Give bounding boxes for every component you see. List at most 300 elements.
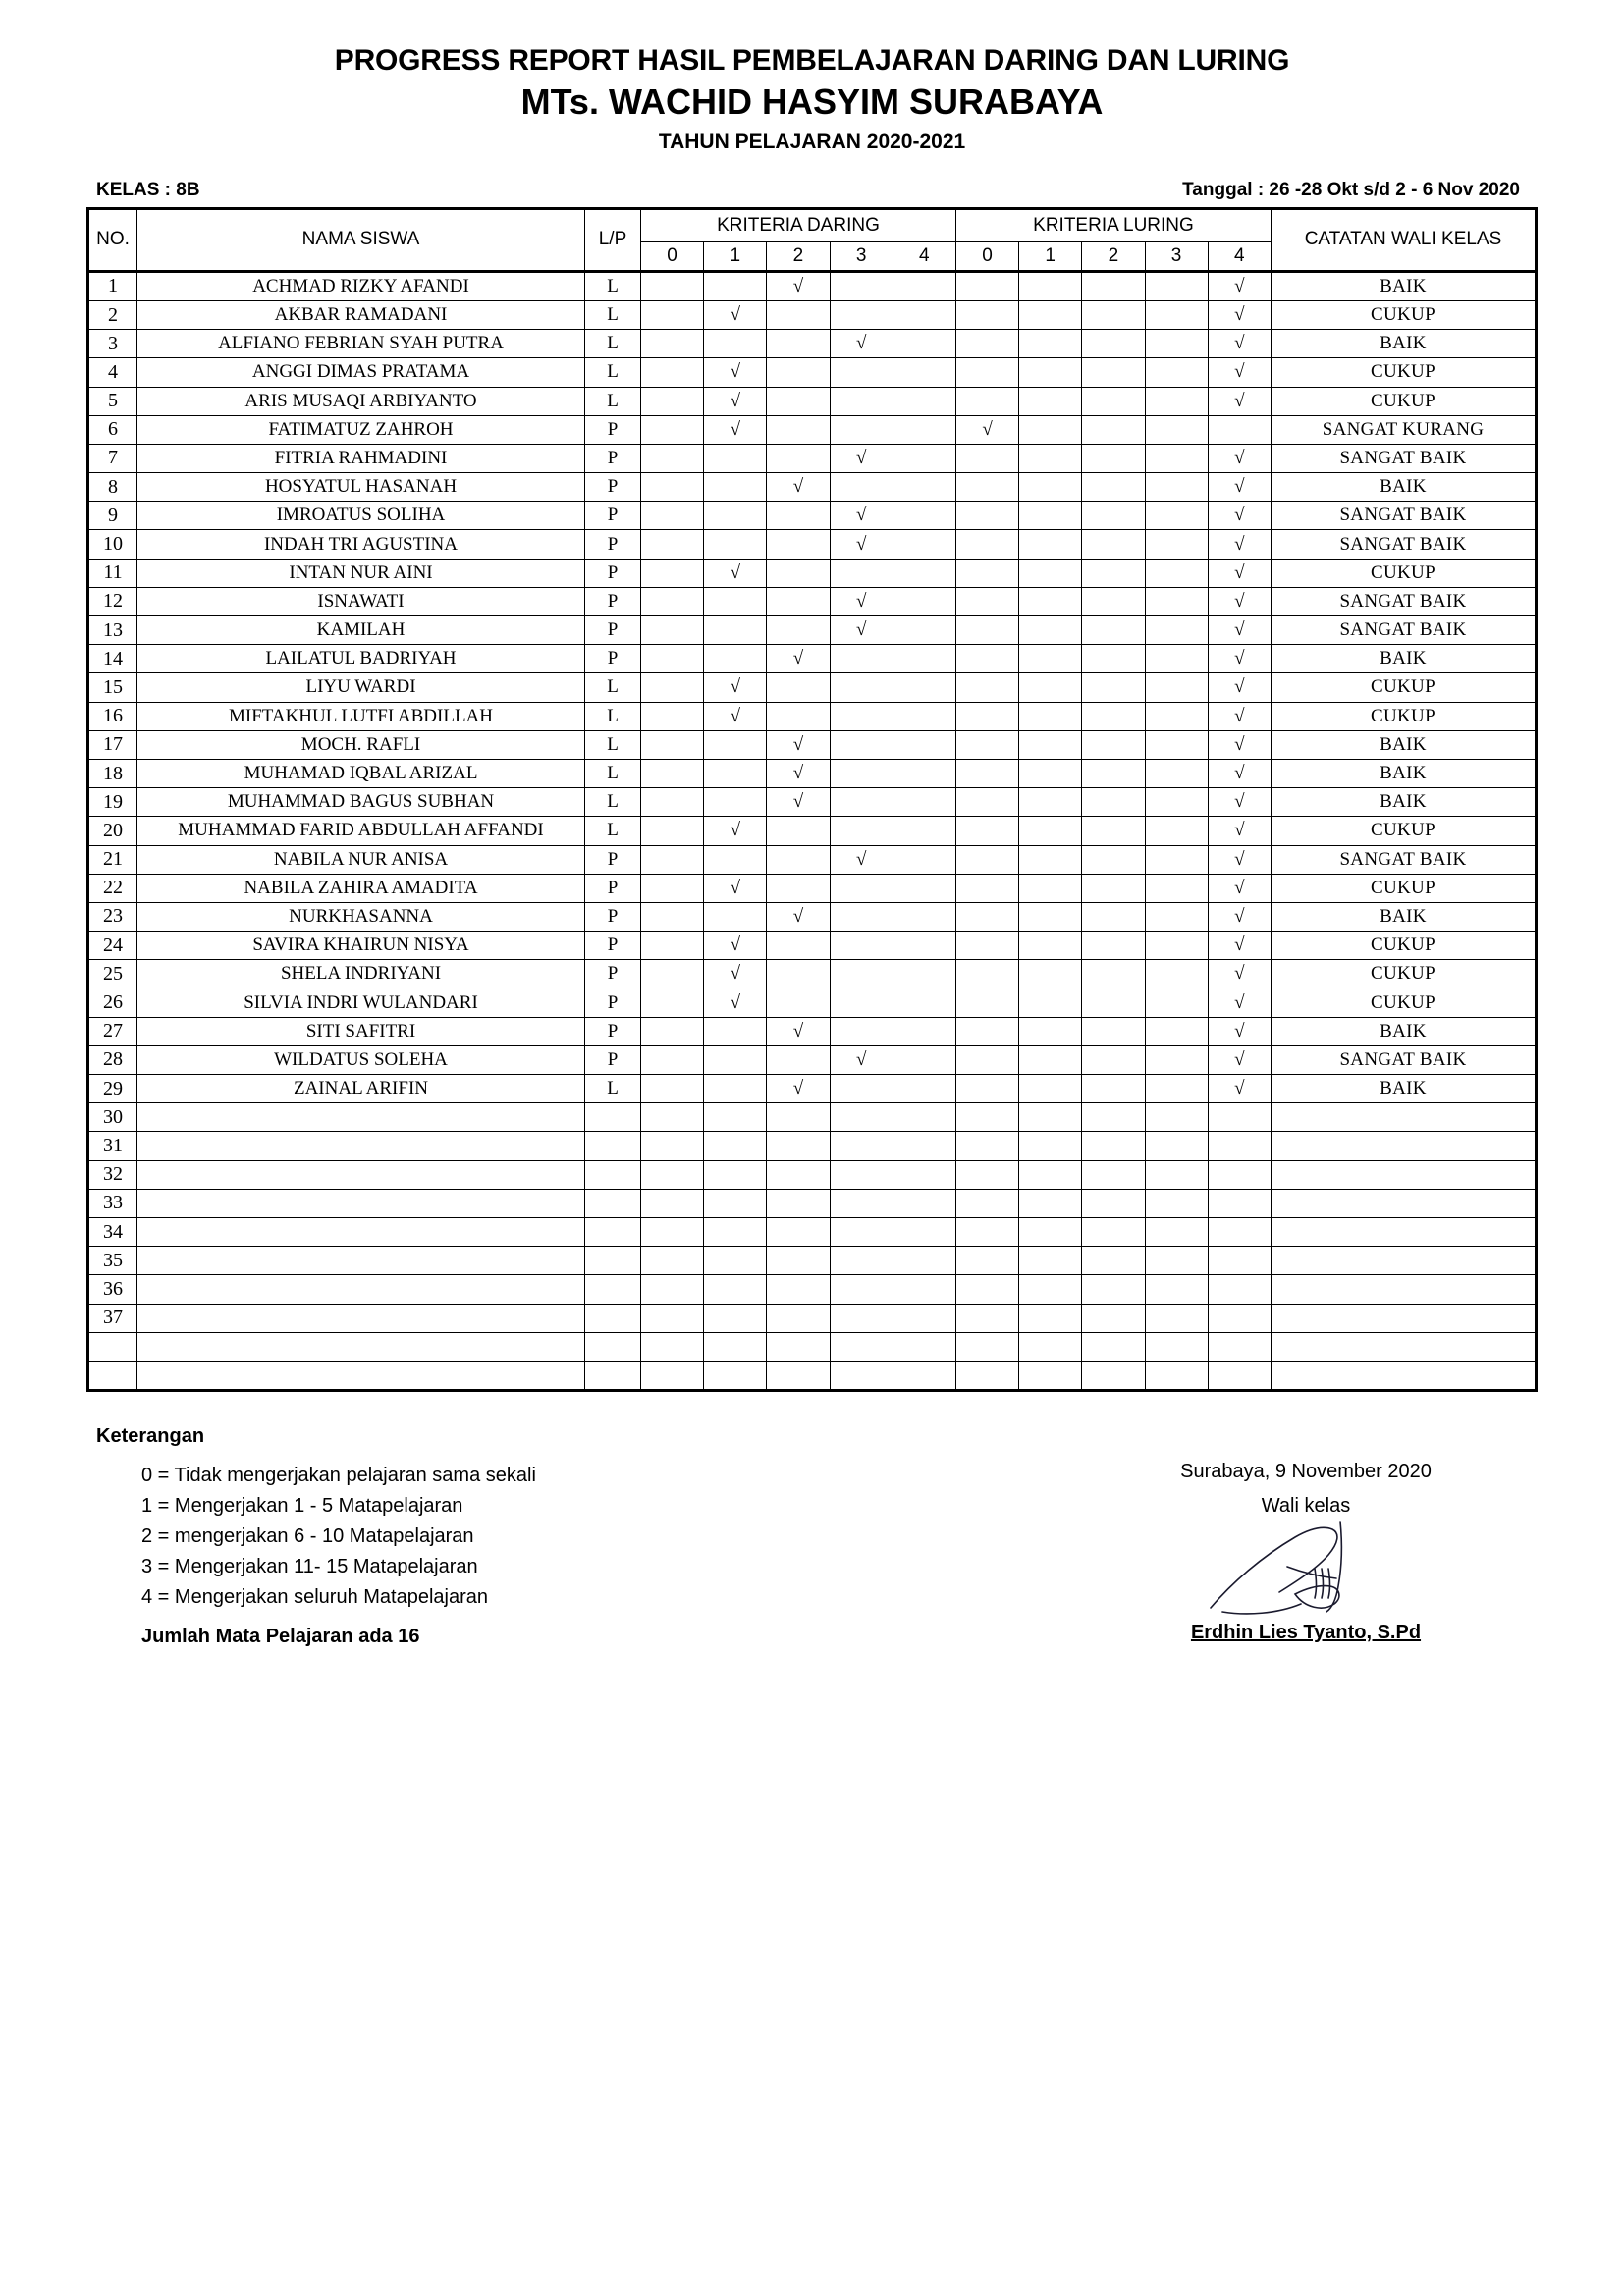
cell-daring-2: √ (767, 730, 830, 759)
column-header-daring-1: 1 (704, 241, 767, 271)
cell-daring-1 (704, 902, 767, 931)
cell-catatan: SANGAT BAIK (1272, 444, 1537, 472)
cell-luring-2 (1082, 1361, 1145, 1390)
cell-daring-0 (641, 358, 704, 387)
cell-luring-0 (955, 1103, 1018, 1132)
jumlah-mata-pelajaran: Jumlah Mata Pelajaran ada 16 (141, 1626, 420, 1648)
cell-daring-2 (767, 1361, 830, 1390)
cell-luring-3 (1145, 1017, 1208, 1045)
cell-luring-3 (1145, 358, 1208, 387)
cell-daring-4 (893, 444, 955, 472)
cell-daring-4 (893, 1332, 955, 1361)
cell-luring-2 (1082, 960, 1145, 988)
cell-daring-0 (641, 559, 704, 587)
cell-no: 36 (88, 1275, 137, 1304)
cell-daring-0 (641, 1304, 704, 1332)
cell-daring-2 (767, 1045, 830, 1074)
cell-catatan (1272, 1304, 1537, 1332)
table-row[interactable] (88, 1361, 1537, 1390)
cell-luring-3 (1145, 645, 1208, 673)
cell-daring-2 (767, 1103, 830, 1132)
cell-luring-2 (1082, 1132, 1145, 1160)
cell-luring-1 (1019, 1189, 1082, 1217)
signature-place-date: Surabaya, 9 November 2020 (1180, 1461, 1432, 1483)
cell-lp: P (585, 530, 641, 559)
signature-image (1100, 1518, 1512, 1620)
cell-lp (585, 1332, 641, 1361)
table-row[interactable] (88, 817, 1537, 845)
cell-lp: P (585, 444, 641, 472)
cell-daring-3 (830, 358, 893, 387)
cell-catatan: CUKUP (1272, 673, 1537, 702)
cell-luring-4: √ (1208, 387, 1271, 415)
cell-no: 24 (88, 932, 137, 960)
cell-catatan (1272, 1361, 1537, 1390)
cell-daring-4 (893, 788, 955, 817)
cell-luring-0 (955, 1017, 1018, 1045)
cell-luring-0 (955, 1160, 1018, 1189)
cell-lp (585, 1275, 641, 1304)
cell-lp: P (585, 415, 641, 444)
cell-luring-3 (1145, 473, 1208, 502)
cell-luring-1 (1019, 587, 1082, 615)
footer-block (86, 1425, 1538, 1671)
cell-luring-2 (1082, 502, 1145, 530)
cell-luring-1 (1019, 616, 1082, 645)
cell-luring-0 (955, 559, 1018, 587)
cell-luring-1 (1019, 444, 1082, 472)
cell-luring-2 (1082, 587, 1145, 615)
cell-luring-2 (1082, 1103, 1145, 1132)
cell-nama: ANGGI DIMAS PRATAMA (137, 358, 585, 387)
cell-no: 22 (88, 874, 137, 902)
cell-luring-0 (955, 788, 1018, 817)
cell-daring-3 (830, 902, 893, 931)
cell-daring-4 (893, 358, 955, 387)
table-row[interactable] (88, 1217, 1537, 1246)
cell-luring-1 (1019, 1361, 1082, 1390)
cell-luring-3 (1145, 1217, 1208, 1246)
cell-catatan: CUKUP (1272, 387, 1537, 415)
cell-luring-4 (1208, 1217, 1271, 1246)
cell-no: 2 (88, 300, 137, 329)
cell-daring-3 (830, 300, 893, 329)
cell-nama: WILDATUS SOLEHA (137, 1045, 585, 1074)
cell-luring-0 (955, 616, 1018, 645)
column-header-luring-3: 3 (1145, 241, 1208, 271)
cell-luring-4: √ (1208, 960, 1271, 988)
cell-daring-1 (704, 1332, 767, 1361)
cell-daring-3 (830, 1017, 893, 1045)
table-row[interactable] (88, 902, 1537, 931)
cell-no: 6 (88, 415, 137, 444)
cell-daring-4 (893, 759, 955, 787)
cell-no: 14 (88, 645, 137, 673)
cell-luring-2 (1082, 788, 1145, 817)
cell-luring-4: √ (1208, 988, 1271, 1017)
cell-daring-4 (893, 1275, 955, 1304)
cell-luring-3 (1145, 1132, 1208, 1160)
table-row[interactable] (88, 1075, 1537, 1103)
cell-luring-2 (1082, 271, 1145, 300)
table-row[interactable] (88, 559, 1537, 587)
table-row[interactable] (88, 330, 1537, 358)
cell-daring-2 (767, 1332, 830, 1361)
cell-daring-3 (830, 1275, 893, 1304)
cell-nama: FATIMATUZ ZAHROH (137, 415, 585, 444)
cell-luring-1 (1019, 1217, 1082, 1246)
cell-luring-1 (1019, 1017, 1082, 1045)
cell-luring-2 (1082, 330, 1145, 358)
table-row[interactable] (88, 444, 1537, 472)
cell-daring-1 (704, 1045, 767, 1074)
cell-daring-0 (641, 330, 704, 358)
cell-daring-2 (767, 444, 830, 472)
cell-catatan: BAIK (1272, 1017, 1537, 1045)
cell-daring-1 (704, 1132, 767, 1160)
cell-lp (585, 1361, 641, 1390)
table-row[interactable] (88, 1132, 1537, 1160)
cell-daring-1: √ (704, 559, 767, 587)
cell-catatan: SANGAT BAIK (1272, 1045, 1537, 1074)
column-header-daring-4: 4 (893, 241, 955, 271)
table-row[interactable] (88, 502, 1537, 530)
cell-nama: LIYU WARDI (137, 673, 585, 702)
cell-daring-0 (641, 1160, 704, 1189)
cell-lp: P (585, 559, 641, 587)
table-row[interactable] (88, 415, 1537, 444)
cell-daring-3 (830, 759, 893, 787)
cell-luring-2 (1082, 845, 1145, 874)
cell-luring-4: √ (1208, 358, 1271, 387)
cell-luring-0 (955, 1075, 1018, 1103)
cell-luring-3 (1145, 330, 1208, 358)
cell-lp: L (585, 1075, 641, 1103)
cell-daring-0 (641, 673, 704, 702)
cell-luring-2 (1082, 530, 1145, 559)
cell-daring-2 (767, 330, 830, 358)
cell-luring-4: √ (1208, 874, 1271, 902)
cell-luring-2 (1082, 759, 1145, 787)
cell-nama (137, 1361, 585, 1390)
cell-daring-4 (893, 874, 955, 902)
cell-luring-4 (1208, 1332, 1271, 1361)
cell-daring-0 (641, 960, 704, 988)
cell-luring-0 (955, 1217, 1018, 1246)
cell-daring-4 (893, 530, 955, 559)
cell-daring-2 (767, 1275, 830, 1304)
cell-daring-1 (704, 1247, 767, 1275)
cell-luring-0 (955, 1189, 1018, 1217)
cell-nama: SHELA INDRIYANI (137, 960, 585, 988)
cell-daring-2 (767, 559, 830, 587)
cell-daring-0 (641, 874, 704, 902)
cell-daring-1 (704, 330, 767, 358)
cell-daring-1: √ (704, 932, 767, 960)
cell-nama (137, 1247, 585, 1275)
cell-luring-0 (955, 1247, 1018, 1275)
cell-no: 17 (88, 730, 137, 759)
cell-no: 34 (88, 1217, 137, 1246)
cell-no: 35 (88, 1247, 137, 1275)
cell-luring-3 (1145, 502, 1208, 530)
cell-daring-3: √ (830, 530, 893, 559)
cell-daring-2 (767, 415, 830, 444)
cell-catatan (1272, 1217, 1537, 1246)
cell-daring-3 (830, 1189, 893, 1217)
cell-nama: SILVIA INDRI WULANDARI (137, 988, 585, 1017)
cell-nama: ACHMAD RIZKY AFANDI (137, 271, 585, 300)
table-row[interactable] (88, 616, 1537, 645)
table-row[interactable] (88, 1045, 1537, 1074)
cell-luring-0 (955, 1304, 1018, 1332)
table-row[interactable] (88, 730, 1537, 759)
cell-catatan: CUKUP (1272, 300, 1537, 329)
cell-luring-1 (1019, 988, 1082, 1017)
cell-no: 12 (88, 587, 137, 615)
cell-catatan: BAIK (1272, 645, 1537, 673)
cell-luring-1 (1019, 1247, 1082, 1275)
cell-no (88, 1361, 137, 1390)
cell-daring-4 (893, 473, 955, 502)
cell-catatan (1272, 1189, 1537, 1217)
cell-daring-3 (830, 645, 893, 673)
cell-daring-4 (893, 645, 955, 673)
cell-luring-0 (955, 759, 1018, 787)
table-row[interactable] (88, 645, 1537, 673)
cell-luring-4: √ (1208, 1017, 1271, 1045)
cell-luring-1 (1019, 1160, 1082, 1189)
cell-luring-1 (1019, 387, 1082, 415)
cell-daring-0 (641, 1217, 704, 1246)
header-row-main (88, 208, 1537, 241)
cell-daring-3 (830, 874, 893, 902)
cell-daring-2: √ (767, 271, 830, 300)
cell-lp: L (585, 702, 641, 730)
cell-daring-3 (830, 1132, 893, 1160)
cell-catatan (1272, 1275, 1537, 1304)
cell-luring-3 (1145, 1275, 1208, 1304)
table-row[interactable] (88, 673, 1537, 702)
cell-luring-0 (955, 1132, 1018, 1160)
cell-luring-4: √ (1208, 730, 1271, 759)
cell-daring-1 (704, 1361, 767, 1390)
cell-lp (585, 1304, 641, 1332)
cell-luring-3 (1145, 1332, 1208, 1361)
cell-luring-4: √ (1208, 530, 1271, 559)
column-header-luring-2: 2 (1082, 241, 1145, 271)
cell-daring-1 (704, 1075, 767, 1103)
cell-daring-2 (767, 932, 830, 960)
cell-catatan: SANGAT BAIK (1272, 845, 1537, 874)
cell-nama: ZAINAL ARIFIN (137, 1075, 585, 1103)
cell-daring-3 (830, 788, 893, 817)
table-row[interactable] (88, 271, 1537, 300)
cell-daring-0 (641, 702, 704, 730)
cell-luring-3 (1145, 817, 1208, 845)
cell-luring-2 (1082, 559, 1145, 587)
cell-no: 26 (88, 988, 137, 1017)
table-row[interactable] (88, 1160, 1537, 1189)
cell-daring-0 (641, 444, 704, 472)
signature-role: Wali kelas (1261, 1495, 1351, 1518)
cell-daring-2 (767, 587, 830, 615)
cell-luring-4: √ (1208, 702, 1271, 730)
cell-catatan: BAIK (1272, 1075, 1537, 1103)
cell-daring-3 (830, 559, 893, 587)
cell-daring-3 (830, 988, 893, 1017)
table-row[interactable] (88, 932, 1537, 960)
cell-catatan (1272, 1132, 1537, 1160)
cell-luring-4: √ (1208, 502, 1271, 530)
cell-luring-4: √ (1208, 902, 1271, 931)
cell-catatan (1272, 1247, 1537, 1275)
table-row[interactable] (88, 387, 1537, 415)
table-row[interactable] (88, 1103, 1537, 1132)
cell-nama: KAMILAH (137, 616, 585, 645)
table-row[interactable] (88, 788, 1537, 817)
table-row[interactable] (88, 587, 1537, 615)
table-row[interactable] (88, 1017, 1537, 1045)
cell-luring-0 (955, 673, 1018, 702)
table-row[interactable] (88, 702, 1537, 730)
cell-luring-2 (1082, 1160, 1145, 1189)
cell-luring-4: √ (1208, 759, 1271, 787)
cell-no (88, 1332, 137, 1361)
cell-nama (137, 1217, 585, 1246)
cell-nama: MIFTAKHUL LUTFI ABDILLAH (137, 702, 585, 730)
table-row[interactable] (88, 1332, 1537, 1361)
cell-daring-1 (704, 587, 767, 615)
cell-daring-1 (704, 645, 767, 673)
cell-luring-0 (955, 530, 1018, 559)
cell-daring-4 (893, 1361, 955, 1390)
cell-luring-1 (1019, 502, 1082, 530)
cell-luring-3 (1145, 559, 1208, 587)
cell-nama: SITI SAFITRI (137, 1017, 585, 1045)
cell-lp: P (585, 587, 641, 615)
cell-daring-3 (830, 387, 893, 415)
cell-luring-2 (1082, 415, 1145, 444)
cell-lp: L (585, 759, 641, 787)
cell-luring-0 (955, 645, 1018, 673)
cell-catatan: BAIK (1272, 271, 1537, 300)
cell-no: 4 (88, 358, 137, 387)
table-row[interactable] (88, 473, 1537, 502)
cell-daring-4 (893, 330, 955, 358)
cell-daring-0 (641, 1189, 704, 1217)
keterangan-item-0: 0 = Tidak mengerjakan pelajaran sama sekali (141, 1465, 536, 1487)
cell-daring-1 (704, 1217, 767, 1246)
cell-nama: NABILA NUR ANISA (137, 845, 585, 874)
cell-catatan: BAIK (1272, 330, 1537, 358)
cell-daring-0 (641, 616, 704, 645)
cell-daring-2 (767, 960, 830, 988)
cell-luring-4: √ (1208, 616, 1271, 645)
table-row[interactable] (88, 530, 1537, 559)
table-row[interactable] (88, 759, 1537, 787)
cell-no: 19 (88, 788, 137, 817)
cell-luring-4: √ (1208, 300, 1271, 329)
cell-daring-0 (641, 473, 704, 502)
cell-luring-1 (1019, 1332, 1082, 1361)
cell-luring-2 (1082, 932, 1145, 960)
cell-lp: P (585, 616, 641, 645)
cell-daring-0 (641, 1045, 704, 1074)
cell-luring-2 (1082, 300, 1145, 329)
cell-daring-4 (893, 673, 955, 702)
table-row[interactable] (88, 300, 1537, 329)
cell-luring-1 (1019, 788, 1082, 817)
cell-catatan: SANGAT BAIK (1272, 502, 1537, 530)
cell-luring-4: √ (1208, 1045, 1271, 1074)
cell-daring-1: √ (704, 960, 767, 988)
cell-lp: L (585, 730, 641, 759)
cell-luring-0 (955, 300, 1018, 329)
cell-daring-2 (767, 702, 830, 730)
cell-no: 3 (88, 330, 137, 358)
cell-luring-2 (1082, 1075, 1145, 1103)
table-row[interactable] (88, 988, 1537, 1017)
cell-nama: NURKHASANNA (137, 902, 585, 931)
cell-daring-2: √ (767, 1075, 830, 1103)
table-row[interactable] (88, 1304, 1537, 1332)
cell-daring-1: √ (704, 415, 767, 444)
table-row[interactable] (88, 874, 1537, 902)
table-row[interactable] (88, 960, 1537, 988)
cell-luring-1 (1019, 932, 1082, 960)
table-row[interactable] (88, 1247, 1537, 1275)
table-row[interactable] (88, 845, 1537, 874)
table-row[interactable] (88, 358, 1537, 387)
column-header-luring-4: 4 (1208, 241, 1271, 271)
cell-luring-1 (1019, 960, 1082, 988)
cell-luring-3 (1145, 1160, 1208, 1189)
cell-luring-0 (955, 845, 1018, 874)
cell-luring-4: √ (1208, 330, 1271, 358)
keterangan-item-3: 3 = Mengerjakan 11- 15 Matapelajaran (141, 1556, 478, 1578)
cell-nama: MUHAMAD IQBAL ARIZAL (137, 759, 585, 787)
cell-nama: FITRIA RAHMADINI (137, 444, 585, 472)
cell-luring-0 (955, 271, 1018, 300)
cell-lp: L (585, 330, 641, 358)
cell-luring-1 (1019, 1075, 1082, 1103)
cell-luring-4 (1208, 415, 1271, 444)
table-row[interactable] (88, 1275, 1537, 1304)
cell-nama: NABILA ZAHIRA AMADITA (137, 874, 585, 902)
cell-catatan (1272, 1160, 1537, 1189)
cell-daring-1: √ (704, 358, 767, 387)
cell-luring-0 (955, 502, 1018, 530)
cell-daring-3 (830, 271, 893, 300)
cell-catatan (1272, 1332, 1537, 1361)
cell-catatan: BAIK (1272, 902, 1537, 931)
table-row[interactable] (88, 1189, 1537, 1217)
cell-luring-4: √ (1208, 473, 1271, 502)
cell-daring-0 (641, 415, 704, 444)
cell-daring-4 (893, 702, 955, 730)
cell-luring-3 (1145, 874, 1208, 902)
cell-daring-1 (704, 759, 767, 787)
cell-luring-0 (955, 1332, 1018, 1361)
cell-catatan: SANGAT BAIK (1272, 616, 1537, 645)
cell-daring-2 (767, 1217, 830, 1246)
cell-daring-2 (767, 1189, 830, 1217)
cell-catatan: CUKUP (1272, 559, 1537, 587)
cell-luring-1 (1019, 358, 1082, 387)
cell-luring-2 (1082, 473, 1145, 502)
cell-luring-0 (955, 988, 1018, 1017)
